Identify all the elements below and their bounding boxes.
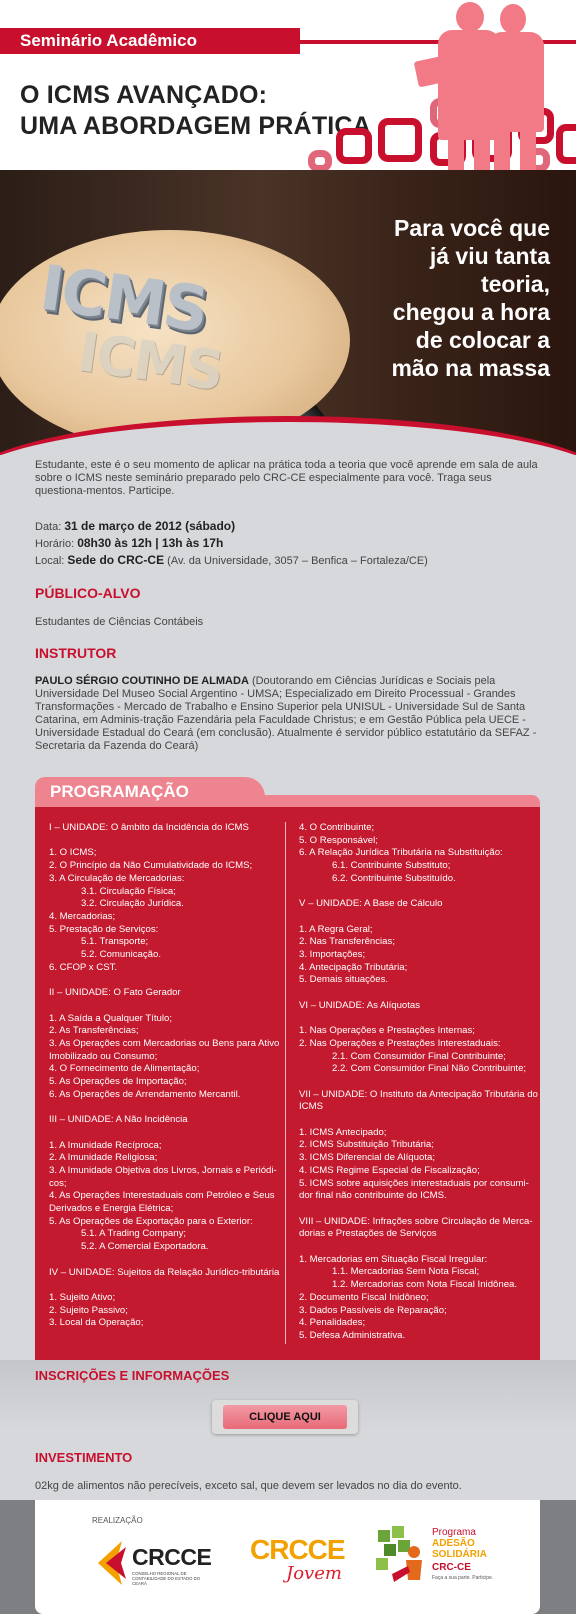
programacao-item: 5.2. A Comercial Exportadora.: [81, 1241, 209, 1253]
clique-aqui-button-frame: [212, 1400, 358, 1434]
programacao-item: 3. ICMS Diferencial de Alíquota;: [299, 1152, 435, 1164]
programacao-item: 1. ICMS Antecipado;: [299, 1126, 387, 1138]
programacao-item: 3. A Imunidade Objetiva dos Livros, Jornais e Periódi-: [49, 1164, 277, 1176]
programacao-item: 1. A Regra Geral;: [299, 923, 373, 935]
programacao-item: 1. Nas Operações e Prestações Internas;: [299, 1025, 475, 1037]
publico-alvo-heading: PÚBLICO-ALVO: [35, 585, 141, 601]
programacao-item: 3. Dados Passíveis de Reparação;: [299, 1304, 447, 1316]
programacao-item: 3. As Operações com Mercadorias ou Bens para Ativo: [49, 1037, 280, 1049]
programacao-spacer: [299, 1203, 529, 1216]
programacao-item: 4. O Contribuinte;: [299, 822, 375, 833]
page-title: [20, 80, 371, 142]
programacao-item: 2. O Princípio da Não Cumulatividade do ICMS;: [49, 860, 253, 872]
programacao-item: 6. CFOP x CST.: [49, 961, 118, 973]
slogan-line: teoria,: [480, 271, 550, 297]
programacao-spacer: [49, 1127, 275, 1140]
clique-aqui-button[interactable]: CLIQUE AQUI: [223, 1405, 347, 1429]
programacao-heading: PROGRAMAÇÃO: [50, 782, 189, 801]
inscricoes-heading: INSCRIÇÕES E INFORMAÇÕES: [35, 1368, 230, 1383]
place-label: Local:: [35, 555, 65, 567]
crc-ce-subtitle: CONSELHO REGIONAL DE CONTABILIDADE DO ESTADO DO CEARÁ: [132, 1571, 201, 1586]
programacao-item: 1. A Saída a Qualquer Título;: [49, 1012, 173, 1024]
programacao-spacer: [49, 1279, 275, 1292]
programacao-item: 2. As Transferências;: [49, 1025, 139, 1037]
hero-image-text-primary: ICMS: [35, 250, 212, 347]
instrutor-bio-text: (Doutorando em Ciências Jurídicas e Sociais pela Universidade Del Museo Social Argentino - UMSA; Especializado em Direito Processual - Grandes Transformações - Mercado de Trabalho e Ensino Superior pela UNISUL - Universidade Sul de Santa Catarina, em Adminis-tração Fazendária pela Faculdade Christus; e em Gestão Pública pela UECE - Universidade Estadual do Ceará (em conclusão). Atualmente é servidor público estatutário da SEFAZ - Secretaria da Fazenda do Ceará): [35, 675, 537, 752]
programacao-spacer: [49, 974, 275, 987]
programacao-item: 1.2. Mercadorias com Nota Fiscal Inidônea.: [332, 1279, 518, 1291]
slogan-line: chegou a hora: [392, 299, 550, 325]
programacao-item: 4. As Operações Interestaduais com Petróleo e Seus: [49, 1190, 275, 1202]
programacao-column-divider: [285, 822, 286, 1344]
programacao-item: 1. Mercadorias em Situação Fiscal Irregular:: [299, 1253, 488, 1265]
programacao-item: cos;: [49, 1177, 67, 1189]
date-label: Data:: [35, 521, 62, 533]
programacao-spacer: [299, 886, 529, 899]
programacao-item: 2. Documento Fiscal Inidôneo;: [299, 1291, 429, 1303]
date-value: 31 de março de 2012 (sábado): [64, 519, 236, 533]
programacao-item: 3.1. Circulação Física;: [81, 885, 176, 897]
event-place: [35, 552, 540, 569]
programacao-item: 5.1. A Trading Company;: [81, 1228, 187, 1240]
programacao-item: 4. Antecipação Tributária;: [299, 961, 408, 973]
programacao-spacer: [49, 1254, 275, 1267]
programacao-item: Imobilizado ou Consumo;: [49, 1050, 158, 1062]
programacao-unit-heading: ICMS: [299, 1101, 323, 1113]
adesao-line-1: ADESÃO: [432, 1538, 475, 1549]
programacao-item: 1. O ICMS;: [49, 847, 97, 859]
adesao-programa-label: Programa: [432, 1527, 476, 1538]
programacao-item: 6.1. Contribuinte Substituto;: [332, 860, 451, 872]
programacao-item: 3.2. Circulação Jurídica.: [81, 898, 184, 910]
slogan-line: já viu tanta: [429, 243, 550, 269]
programacao-item: 2. Nas Transferências;: [299, 936, 395, 948]
place-address: (Av. da Universidade, 3057 – Benfica – Fortaleza/CE): [167, 555, 428, 567]
programacao-unit-heading: VIII – UNIDADE: Infrações sobre Circulação de Merca-: [299, 1215, 533, 1227]
event-time: [35, 535, 540, 552]
programacao-spacer: [49, 1101, 275, 1114]
programacao-item: 4. ICMS Regime Especial de Fiscalização;: [299, 1164, 480, 1176]
programacao-spacer: [49, 835, 275, 848]
programacao-item: 4. Penalidades;: [299, 1317, 366, 1329]
page-title-line-2: UMA ABORDAGEM PRÁTICA: [20, 112, 371, 140]
programacao-item: 5. Demais situações.: [299, 974, 389, 986]
programacao-item: 4. Mercadorias;: [49, 910, 116, 922]
programacao-spacer: [49, 1000, 275, 1013]
time-value: 08h30 às 12h | 13h às 17h: [77, 536, 224, 550]
crc-jovem-subtitle: Jovem: [286, 1563, 342, 1584]
programacao-unit-heading: V – UNIDADE: A Base de Cálculo: [299, 898, 443, 910]
programacao-item: dor final não contribuinte do ICMS.: [299, 1190, 447, 1202]
adesao-line-3: CRC-CE: [432, 1562, 471, 1573]
adesao-tagline: Faça a sua parte. Participe.: [432, 1575, 494, 1581]
programacao-spacer: [299, 1114, 529, 1127]
slogan-line: mão na massa: [391, 355, 550, 381]
instrutor-bio: [35, 675, 540, 753]
event-details: [35, 518, 540, 569]
programacao-item: 2. ICMS Substituição Tributária;: [299, 1139, 434, 1151]
programacao-item: 3. A Circulação de Mercadorias:: [49, 872, 185, 884]
programacao-spacer: [299, 1013, 529, 1026]
programacao-item: 1. A Imunidade Recíproca;: [49, 1139, 162, 1151]
programacao-item: 2.2. Com Consumidor Final Não Contribuinte;: [332, 1063, 527, 1075]
programacao-item: 6. A Relação Jurídica Tributária na Substituição:: [299, 847, 503, 859]
hero-image: [0, 170, 576, 455]
programacao-item: 6. As Operações de Arrendamento Mercantil.: [49, 1088, 241, 1100]
publico-alvo-text: Estudantes de Ciências Contábeis: [35, 616, 204, 628]
realizacao-label: REALIZAÇÃO: [92, 1516, 143, 1525]
programacao-item: 5. Defesa Administrativa.: [299, 1330, 406, 1341]
programacao-item: 1.1. Mercadorias Sem Nota Fiscal;: [332, 1266, 480, 1278]
instrutor-name: PAULO SÉRGIO COUTINHO DE ALMADA: [35, 675, 249, 687]
programacao-spacer: [299, 1076, 529, 1089]
adesao-solidaria-logo-icon: [374, 1524, 430, 1588]
adesao-line-2: SOLIDÁRIA: [432, 1549, 487, 1560]
programacao-unit-heading: III – UNIDADE: A Não Incidência: [49, 1114, 188, 1126]
header-banner: [0, 0, 576, 180]
programacao-column-left: [49, 822, 280, 1330]
event-type-tag: [0, 28, 300, 54]
event-date: [35, 518, 540, 535]
programacao-item: 5. Prestação de Serviços:: [49, 923, 159, 935]
instrutor-heading: INSTRUTOR: [35, 645, 117, 661]
programacao-item: 5. O Responsável;: [299, 834, 378, 846]
place-value: Sede do CRC-CE: [67, 553, 165, 567]
programacao-item: 5. ICMS sobre aquisições interestaduais por consumi-: [299, 1177, 529, 1189]
hero-image-text-secondary: ICMS: [74, 320, 227, 403]
programacao-item: 2. A Imunidade Religiosa;: [49, 1152, 158, 1164]
event-type-label: Seminário Acadêmico: [20, 31, 197, 50]
programacao-item: 3. Local da Operação;: [49, 1317, 144, 1329]
slogan-line: Para você que: [394, 215, 550, 241]
hero-slogan: [391, 214, 550, 382]
programacao-item: 5.1. Transporte;: [81, 936, 149, 948]
programacao-unit-heading: IV – UNIDADE: Sujeitos da Relação Jurídico-tributária: [49, 1266, 280, 1278]
programacao-item: 5.2. Comunicação.: [81, 949, 161, 961]
programacao-item: 3. Importações;: [299, 949, 366, 960]
slogan-line: de colocar a: [415, 327, 550, 353]
intro-text: Estudante, este é o seu momento de aplicar na prática toda a teoria que você aprende em sala de aula sobre o ICMS neste seminário preparado pelo CRC-CE especialmente para você. Traga seus questiona-mentos. Participe.: [35, 459, 538, 497]
programacao-unit-heading: II – UNIDADE: O Fato Gerador: [49, 987, 181, 999]
page-title-line-1: O ICMS AVANÇADO:: [20, 81, 268, 109]
investimento-heading: INVESTIMENTO: [35, 1450, 133, 1465]
crc-ce-name: CRCCE: [132, 1544, 212, 1570]
programacao-item: 1. Sujeito Ativo;: [49, 1291, 116, 1303]
crc-jovem-name: CRCCE: [250, 1534, 345, 1565]
programacao-unit-heading: VII – UNIDADE: O Instituto da Antecipação Tributária do: [299, 1088, 538, 1100]
programacao-item: 5. As Operações de Importação;: [49, 1076, 187, 1088]
time-label: Horário:: [35, 538, 75, 550]
programacao-unit-heading: I – UNIDADE: O âmbito da Incidência do ICMS: [49, 822, 249, 833]
programacao-column-right: [299, 822, 538, 1343]
programacao-spacer: [299, 987, 529, 1000]
programacao-tab-strip: [200, 795, 540, 807]
programacao-item: 6.2. Contribuinte Substituído.: [332, 872, 456, 884]
programacao-spacer: [299, 1241, 529, 1254]
investimento-text: 02kg de alimentos não perecíveis, exceto sal, que devem ser levados no dia do evento.: [35, 1480, 462, 1492]
programacao-item: 2. Sujeito Passivo;: [49, 1304, 128, 1316]
programacao-spacer: [299, 911, 529, 924]
programacao-item: 4. O Fornecimento de Alimentação;: [49, 1063, 200, 1075]
programacao-item: Derivados e Energia Elétrica;: [49, 1203, 174, 1215]
programacao-item: 5. As Operações de Exportação para o Exterior:: [49, 1215, 253, 1227]
programacao-item: 2. Nas Operações e Prestações Interestaduais:: [299, 1037, 501, 1049]
programacao-item: 2.1. Com Consumidor Final Contribuinte;: [332, 1050, 506, 1062]
programacao-unit-heading: VI – UNIDADE: As Alíquotas: [299, 999, 421, 1011]
programacao-unit-heading: dorias e Prestações de Serviços: [299, 1228, 437, 1240]
